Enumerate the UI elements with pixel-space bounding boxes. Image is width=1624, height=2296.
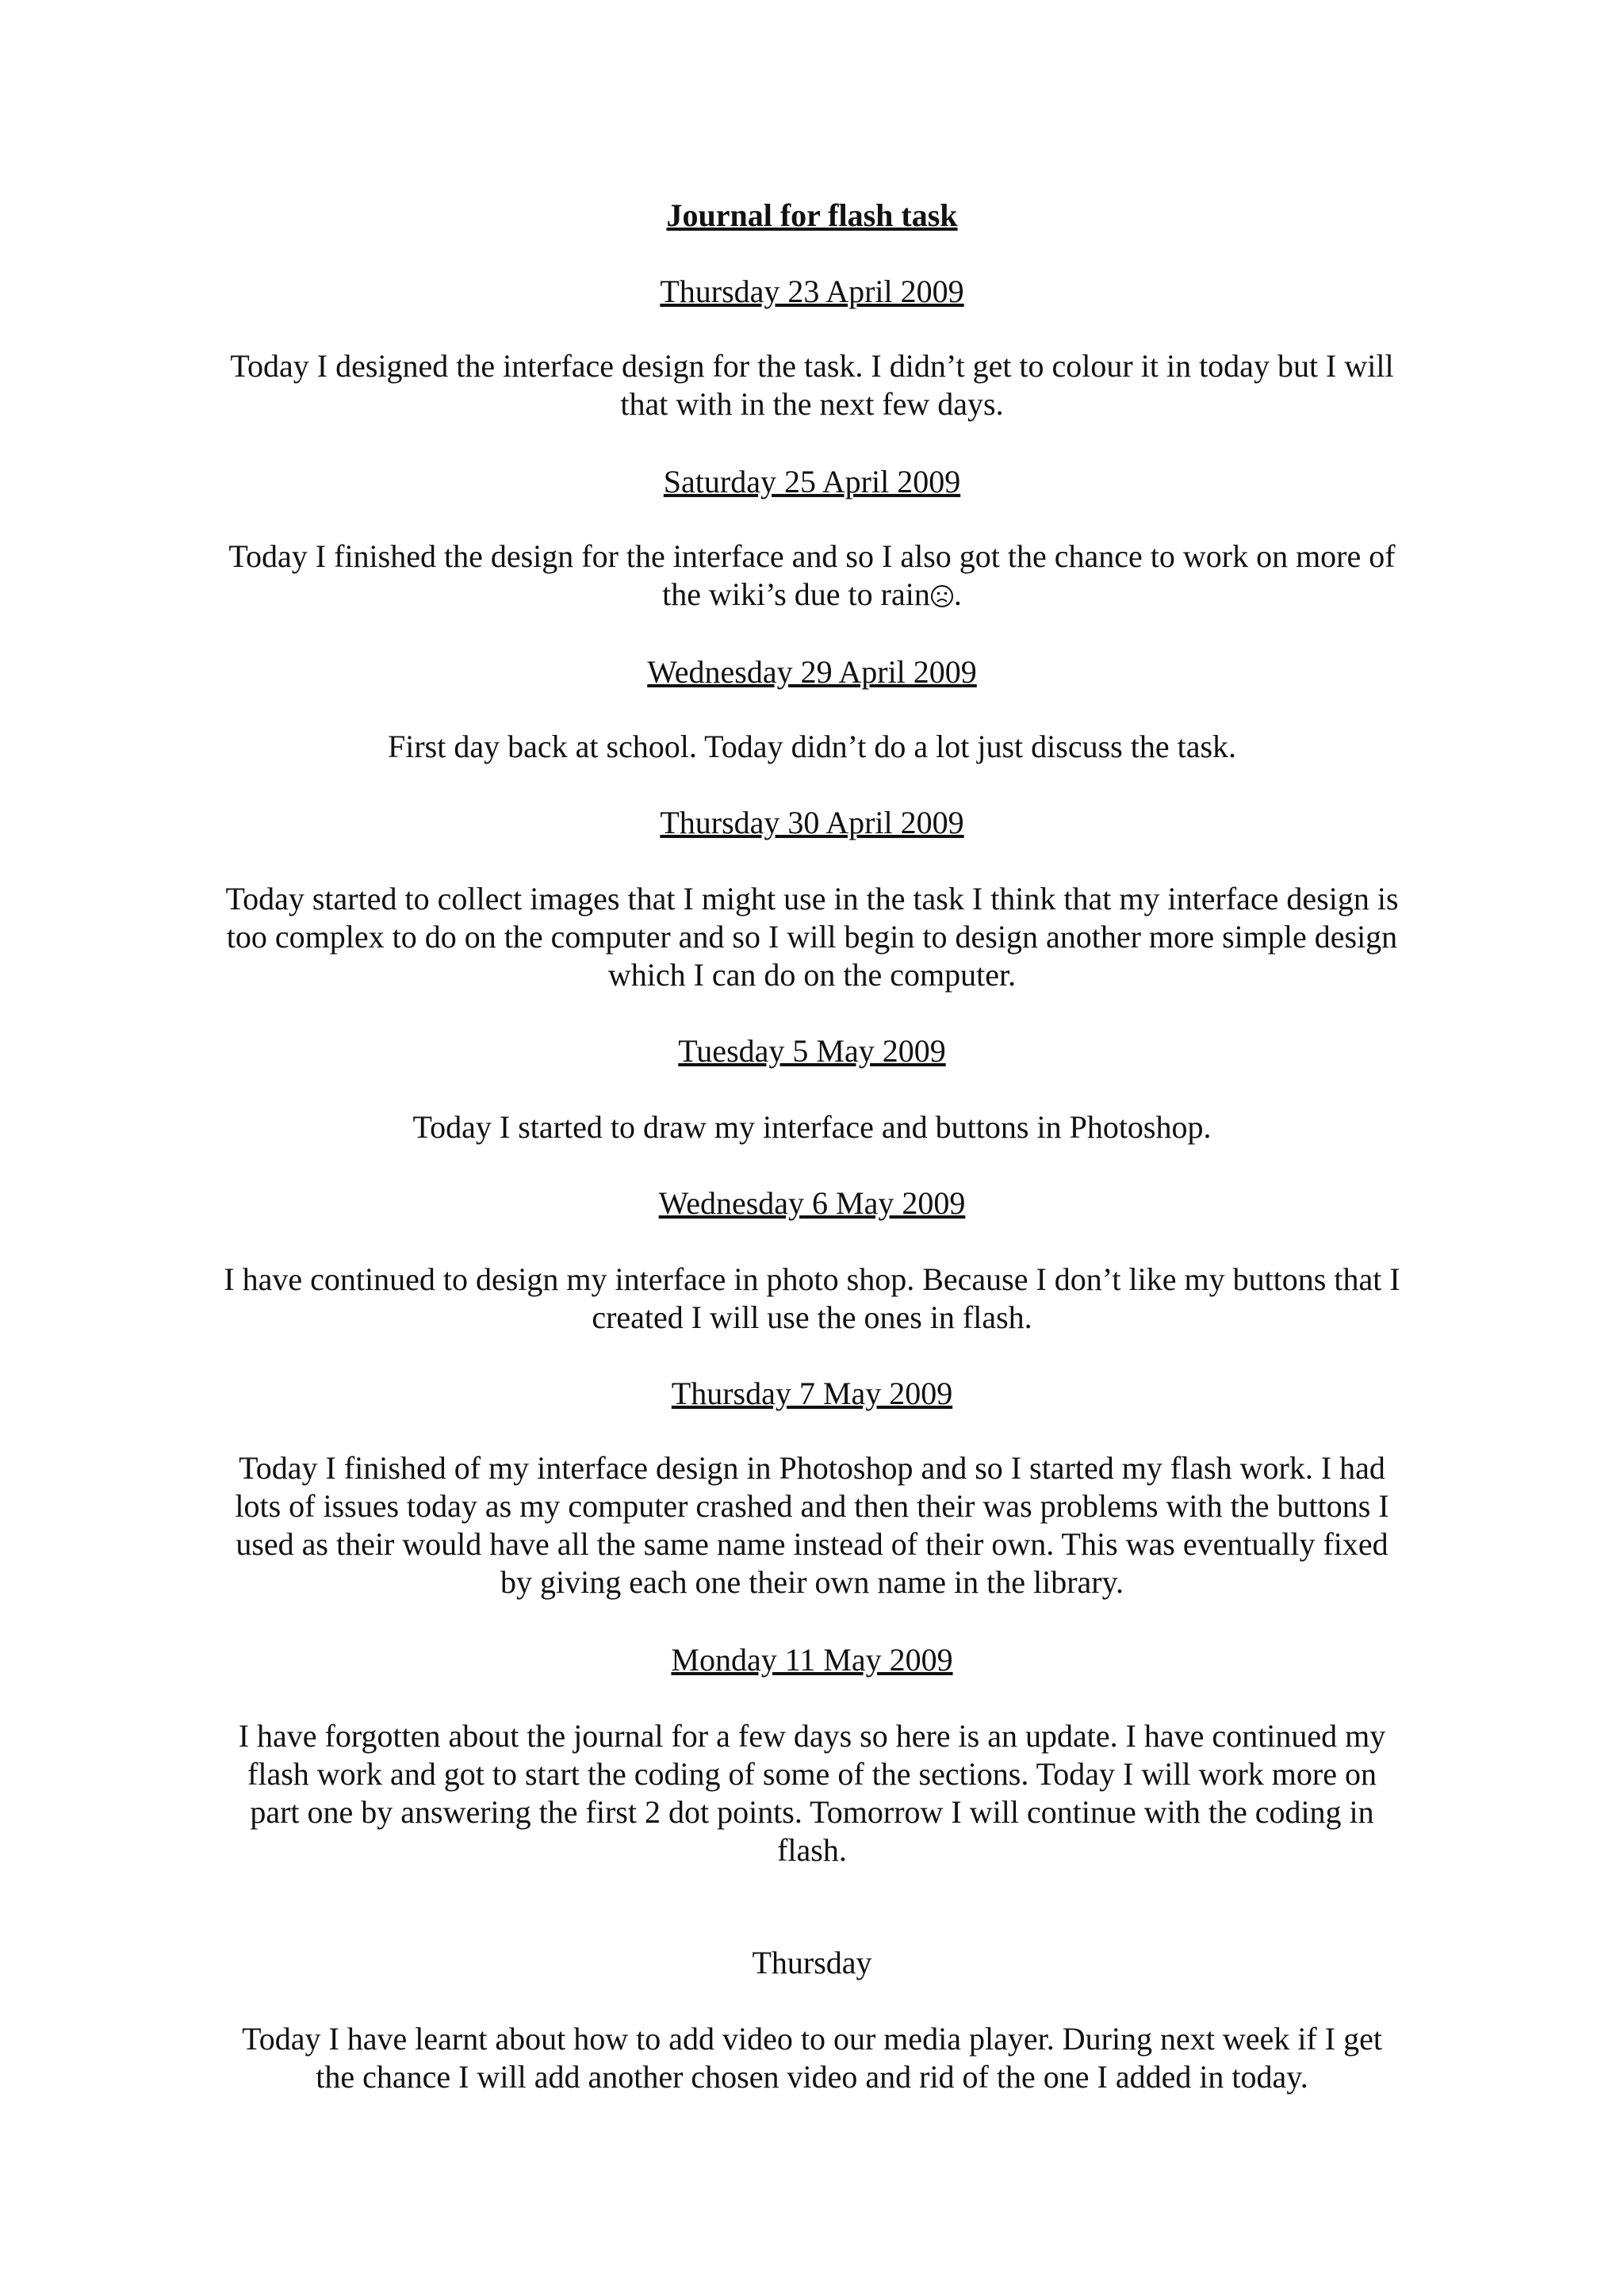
entry-text-4: Today started to collect images that I might use in the task I think that my interface design is too complex to do on the computer and so I will begin to design another more simple design which I can do on the computer.: [225, 881, 1399, 993]
entry-date-7: Thursday 7 May 2009: [671, 1376, 953, 1411]
entry-text-6: I have continued to design my interface in photo shop. Because I don’t like my buttons that I created I will use the ones in flash.: [224, 1261, 1400, 1335]
sad-face-icon: [930, 584, 954, 608]
entry-text-3: First day back at school. Today didn’t do a lot just discuss the task.: [387, 729, 1237, 764]
entry-text-8: I have forgotten about the journal for a few days so here is an update. I have continued my flash work and got to start the coding of some of the sections. Today I will work more on part one by answering the first 2 dot points. Tomorrow I will continue with the coding in flash.: [238, 1718, 1386, 1868]
entry-text-2-end: .: [953, 576, 962, 612]
entry-date-1: Thursday 23 April 2009: [660, 274, 964, 309]
entry-date-2: Saturday 25 April 2009: [663, 464, 961, 499]
entry-date-6: Wednesday 6 May 2009: [658, 1185, 966, 1221]
entry-date-5: Tuesday 5 May 2009: [678, 1033, 946, 1069]
journal-title: Journal for flash task: [666, 197, 958, 233]
entry-text-1: Today I designed the interface design for the task. I didn’t get to colour it in today but I will that with in the next few days.: [230, 348, 1394, 422]
entry-text-7: Today I finished of my interface design in Photoshop and so I started my flash work. I had lots of issues today as my computer crashed and then their was problems with the buttons I used as their would have all the same name instead of their own. This was eventually fixed by giving each one their own name in the library.: [235, 1450, 1389, 1600]
entry-text-9: Today I have learnt about how to add video to our media player. During next week if I get the chance I will add another chosen video and rid of the one I added in today.: [242, 2021, 1382, 2095]
entry-date-3: Wednesday 29 April 2009: [647, 654, 977, 690]
entry-text-2: [222, 538, 1402, 614]
entry-date-4: Thursday 30 April 2009: [660, 805, 964, 840]
entry-text-2-main: Today I finished the design for the interface and so I also got the chance to work on more of the wiki’s due to rain: [228, 538, 1396, 612]
entry-date-8: Monday 11 May 2009: [671, 1642, 953, 1678]
entry-text-5: Today I started to draw my interface and buttons in Photoshop.: [412, 1109, 1212, 1145]
entry-date-9: Thursday: [752, 1945, 872, 1980]
